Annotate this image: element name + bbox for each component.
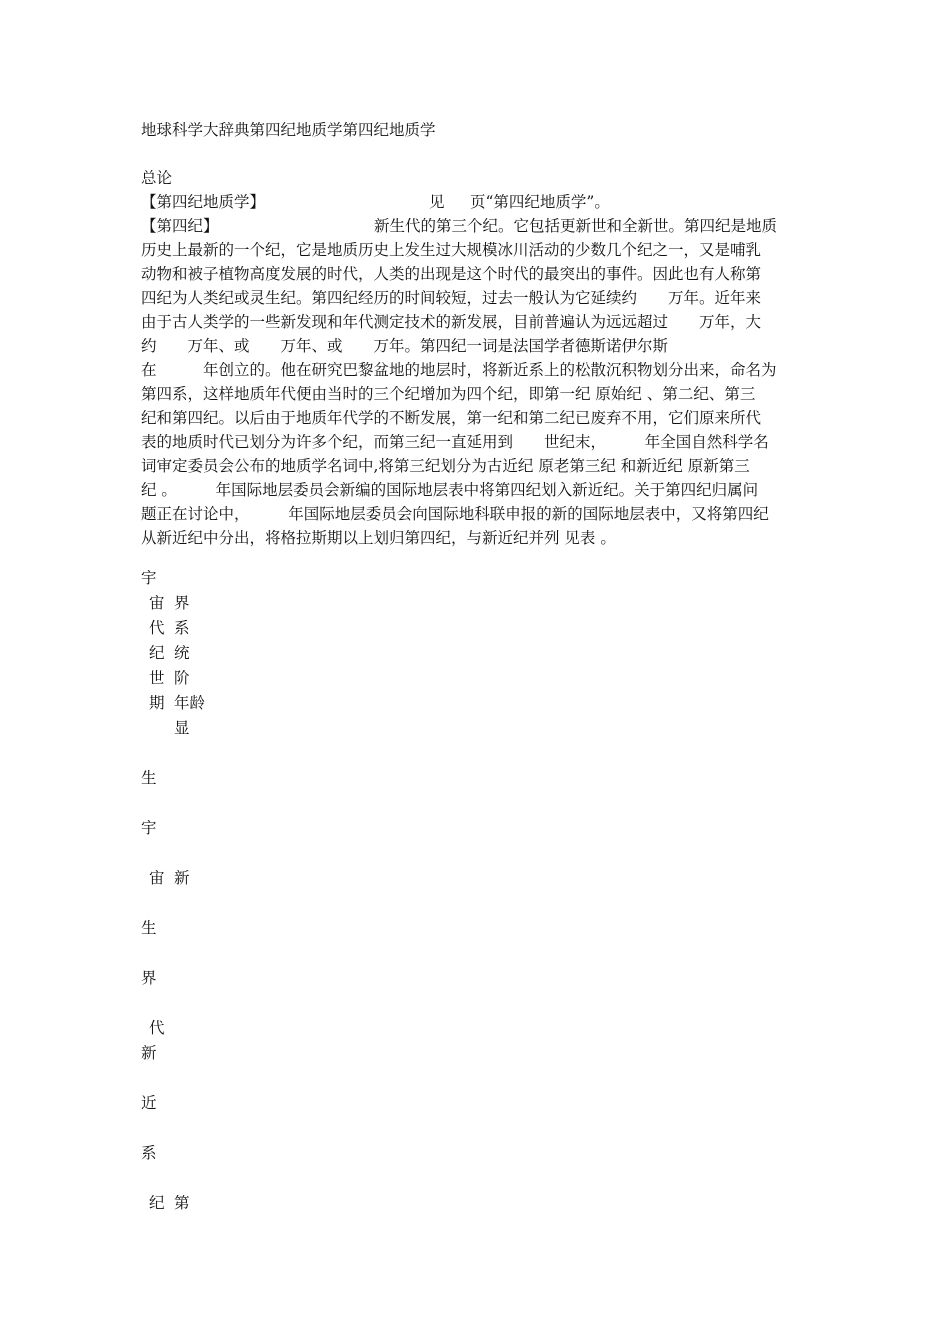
body-line: 从新近纪中分出，将格拉斯期以上划归第四纪，与新近纪并列 见表 。 bbox=[141, 529, 616, 547]
table-cell: 宙 bbox=[149, 594, 165, 612]
table-cell: 新 bbox=[141, 1044, 157, 1062]
table-cell: 系 bbox=[174, 619, 190, 637]
entry-first-line: 新生代的第三个纪。它包括更新世和全新世。第四纪是地质 bbox=[374, 217, 778, 235]
table-cell: 界 bbox=[141, 969, 157, 987]
body-line: 纪和第四纪。以后由于地质年代学的不断发展，第一纪和第二纪已废弃不用，它们原来所代 bbox=[141, 409, 762, 427]
table-cell: 统 bbox=[174, 644, 190, 662]
body-line: 历史上最新的一个纪，它是地质历史上发生过大规模冰川活动的少数几个纪之一，又是哺乳 bbox=[141, 241, 762, 259]
body-line: 题正在讨论中， 年国际地层委员会向国际地科联申报的新的国际地层表中，又将第四纪 bbox=[141, 505, 769, 523]
document-title: 地球科学大辞典第四纪地质学第四纪地质学 bbox=[141, 121, 436, 139]
body-line: 在 年创立的。他在研究巴黎盆地的地层时，将新近系上的松散沉积物划分出来，命名为 bbox=[141, 361, 777, 379]
table-cell: 生 bbox=[141, 919, 157, 937]
entry-ref-page: 页“第四纪地质学”。 bbox=[470, 193, 610, 211]
body-line: 四纪为人类纪或灵生纪。第四纪经历的时间较短，过去一般认为它延续约 万年。近年来 bbox=[141, 289, 762, 307]
table-cell: 界 bbox=[174, 594, 190, 612]
table-cell: 宇 bbox=[141, 819, 157, 837]
table-cell: 近 bbox=[141, 1094, 157, 1112]
table-cell: 年龄 bbox=[174, 694, 206, 712]
table-cell: 阶 bbox=[174, 669, 190, 687]
body-line: 动物和被子植物高度发展的时代，人类的出现是这个时代的最突出的事件。因此也有人称第 bbox=[141, 265, 762, 283]
body-line: 表的地质时代已划分为许多个纪，而第三纪一直延用到 世纪末， 年全国自然科学名 bbox=[141, 433, 769, 451]
table-cell: 纪 bbox=[149, 1194, 165, 1212]
table-cell: 纪 bbox=[149, 644, 165, 662]
body-line: 第四系，这样地质年代便由当时的三个纪增加为四个纪，即第一纪 原始纪 、第二纪、第三 bbox=[141, 385, 756, 403]
entry-term-quaternary: 【第四纪】 bbox=[141, 217, 219, 235]
table-cell: 代 bbox=[149, 1019, 165, 1037]
table-cell: 系 bbox=[141, 1144, 157, 1162]
table-cell: 新 bbox=[174, 869, 190, 887]
table-cell: 宇 bbox=[141, 569, 157, 587]
section-heading: 总论 bbox=[141, 169, 173, 187]
body-line: 词审定委员会公布的地质学名词中,将第三纪划分为古近纪 原老第三纪 和新近纪 原新第三 bbox=[141, 457, 750, 475]
table-cell: 生 bbox=[141, 769, 157, 787]
table-cell: 显 bbox=[174, 719, 190, 737]
table-cell: 代 bbox=[149, 619, 165, 637]
body-line: 由于古人类学的一些新发现和年代测定技术的新发展，目前普遍认为远远超过 万年，大 bbox=[141, 313, 762, 331]
body-line: 纪 。 年国际地层委员会新编的国际地层表中将第四纪划入新近纪。关于第四纪归属问 bbox=[141, 481, 759, 499]
table-cell: 宙 bbox=[149, 869, 165, 887]
table-cell: 第 bbox=[174, 1194, 190, 1212]
body-line: 约 万年、或 万年、或 万年。第四纪一词是法国学者德斯诺伊尔斯 bbox=[141, 337, 669, 355]
entry-ref-see: 见 bbox=[429, 193, 445, 211]
table-cell: 世 bbox=[149, 669, 165, 687]
table-cell: 期 bbox=[149, 694, 165, 712]
entry-term-quaternary-geology: 【第四纪地质学】 bbox=[141, 193, 266, 211]
